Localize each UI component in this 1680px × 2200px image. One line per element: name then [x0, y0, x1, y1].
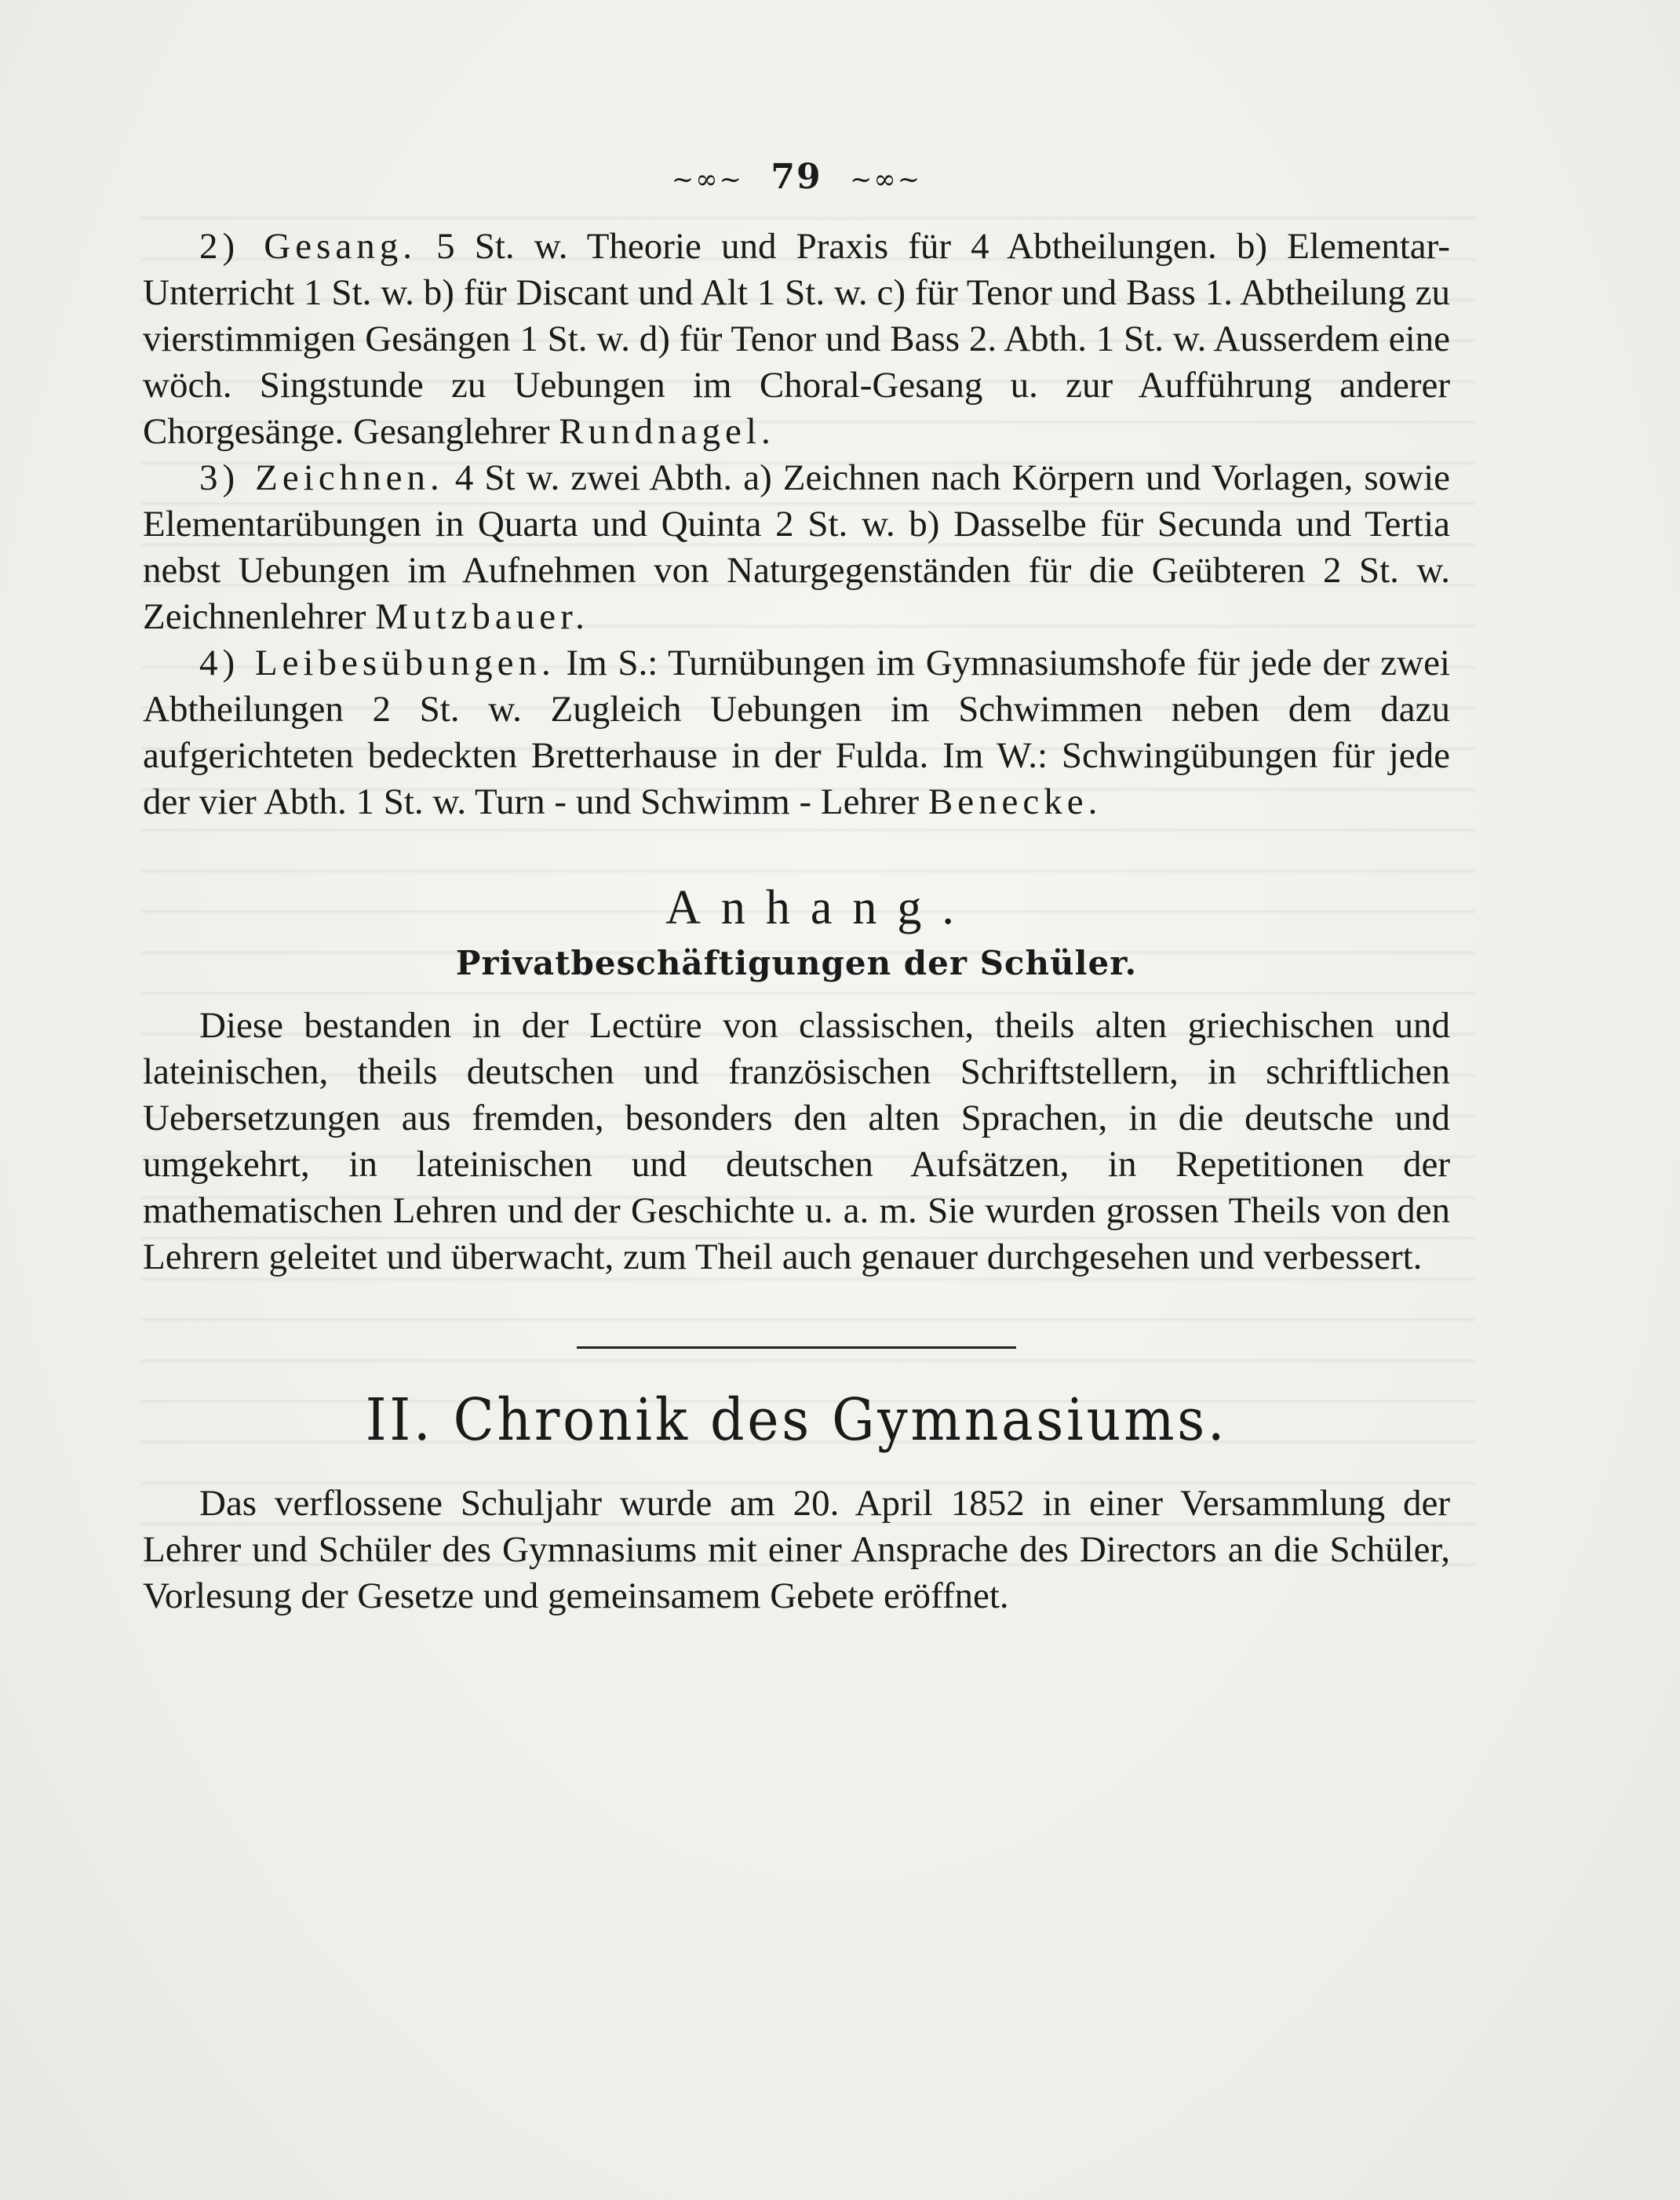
teacher-name-rundnagel: Rundnagel. — [559, 411, 775, 452]
ornament-right-icon: ~∞~ — [849, 163, 922, 195]
appendix-paragraph: Diese bestanden in der Lectüre von classischen, theils alten griechischen und lateinischen, theils deutschen und französischen Schriftstellern, in schriftlichen Uebersetzungen aus fremden, besonders den alten Sprachen, in die deutsche und umgekehrt, in lateinischen und deutschen Aufsätzen, in Repetitionen der mathematischen Lehren und der Geschichte u. a. m. Sie wurden grossen Theils von den Lehrern geleitet und überwacht, zum Theil auch genauer durchgesehen und verbessert. — [143, 1005, 1450, 1277]
section-heading-gesang: 2) Gesang. — [199, 226, 417, 267]
appendix-subtitle: Privatbeschäftigungen der Schüler. — [455, 944, 1138, 982]
paragraph-text-gesang: 5 St. w. Theorie und Praxis für 4 Abtheilungen. b) Elementar-Unterricht 1 St. w. b) für Discant und Alt 1 St. w. c) für Tenor und Bass 1. Abtheilung zu vierstimmigen Gesängen 1 St. w. d) für Tenor und Bass 2. Abth. 1 St. w. Ausserdem eine wöch. Singstunde zu Uebungen im Choral-Gesang u. zur Aufführung anderer Chorgesänge. Gesanglehrer — [143, 226, 1451, 452]
paragraph-text-leibesuebungen: Im S.: Turnübungen im Gymnasiumshofe für jede der zwei Abtheilungen 2 St. w. Zugleich Uebungen im Schwimmen neben dem dazu aufgerichteten bedeckten Bretterhause in der Fulda. Im W.: Schwingübungen für jede der vier Abth. 1 St. w. Turn - und Schwimm - Lehrer — [143, 643, 1450, 822]
paragraph-leibesuebungen — [143, 640, 1450, 825]
page-number: 79 — [771, 157, 822, 197]
section-heading-zeichnen: 3) Zeichnen. — [199, 457, 444, 498]
ornament-left-icon: ~∞~ — [671, 163, 744, 195]
chapter-title: II. Chronik des Gymnasiums. — [365, 1386, 1228, 1454]
paragraph-text-zeichnen: 4 St w. zwei Abth. a) Zeichnen nach Körpern und Vorlagen, sowie Elementarübungen in Quarta und Quinta 2 St. w. b) Dasselbe für Secunda und Tertia nebst Uebungen im Aufnehmen von Naturgegenständen für die Geübteren 2 St. w. Zeichnenlehrer — [143, 457, 1450, 637]
teacher-name-mutzbauer: Mutzbauer. — [375, 596, 589, 637]
page-content — [143, 157, 1450, 1619]
section-heading-leibesuebungen: 4) Leibesübungen. — [199, 643, 556, 683]
paragraph-zeichnen — [143, 455, 1450, 640]
chapter-paragraph: Das verflossene Schuljahr wurde am 20. April 1852 in einer Versammlung der Lehrer und Schüler des Gymnasiums mit einer Ansprache des Directors an die Schüler, Vorlesung der Gesetze und gemeinsamem Gebete eröffnet. — [143, 1483, 1450, 1616]
paragraph-gesang — [143, 224, 1450, 455]
section-divider — [577, 1346, 1016, 1349]
teacher-name-benecke: Benecke. — [927, 781, 1102, 822]
appendix-title: Anhang. — [665, 881, 975, 934]
page-number-header — [143, 157, 1450, 197]
